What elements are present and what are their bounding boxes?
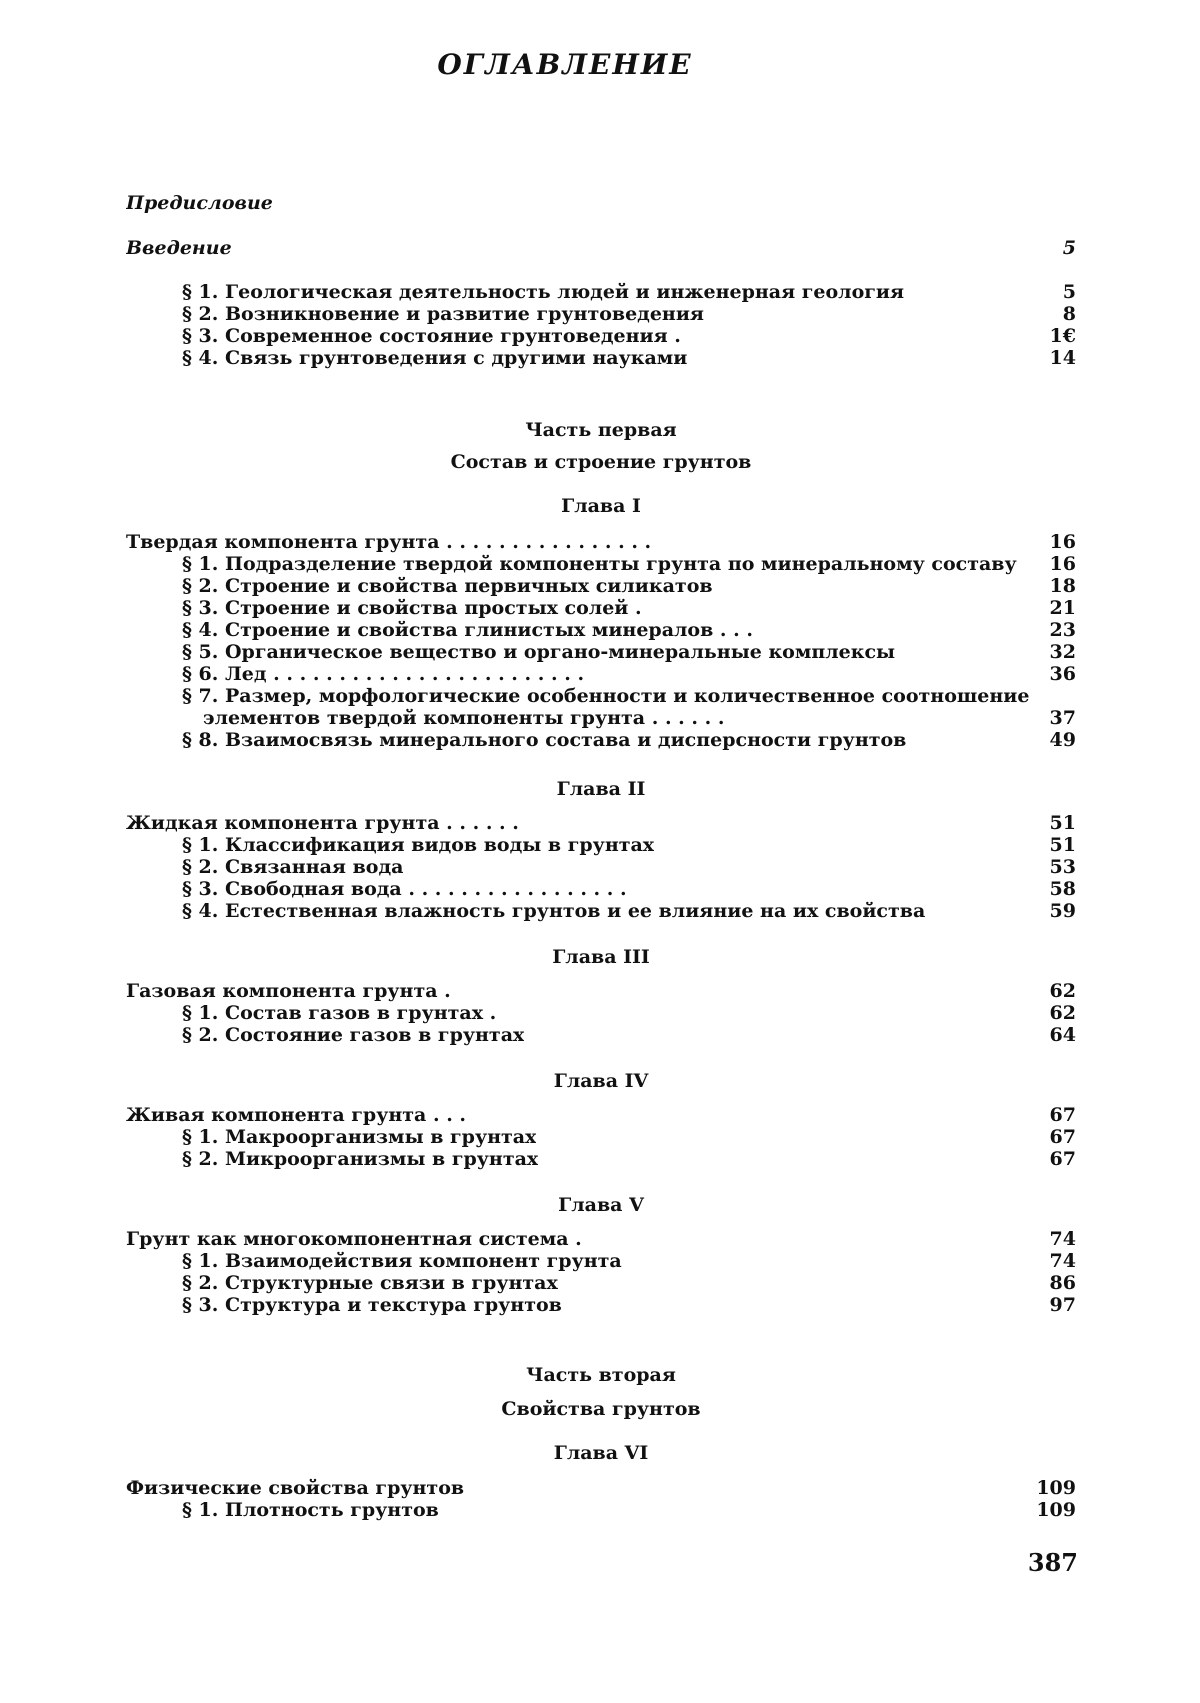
toc-entry[interactable]: § 3. Строение и свойства простых солей . 21 — [182, 597, 1076, 619]
chapter-6 — [126, 1477, 1076, 1521]
chapter-3-label — [126, 946, 1076, 968]
page-title: ОГЛАВЛЕНИЕ — [437, 48, 693, 81]
toc-entry[interactable]: § 1. Состав газов в грунтах . 62 — [182, 1002, 1076, 1024]
toc-entry[interactable]: § 7. Размер, морфологические особенности и количественное соотношение — [182, 685, 1030, 707]
chapter-6-label — [126, 1442, 1076, 1464]
chapter-label: Глава III — [552, 946, 650, 968]
toc-chapter-heading[interactable]: Живая компонента грунта . . . 67 — [126, 1104, 1076, 1126]
toc-entry[interactable]: § 6. Лед . . . . . . . . . . . . . . . . . . . . . . . . 36 — [182, 663, 1076, 685]
toc-entry[interactable]: § 1. Плотность грунтов 109 — [182, 1499, 1076, 1521]
chapter-label: Глава II — [556, 778, 646, 800]
part-two-title — [126, 1398, 1076, 1420]
chapter-5 — [126, 1228, 1076, 1316]
part-one-title — [126, 451, 1076, 473]
intro-sections — [126, 281, 1076, 369]
toc-chapter-heading[interactable]: Грунт как многокомпонентная система . 74 — [126, 1228, 1076, 1250]
chapter-1 — [126, 531, 1076, 751]
toc-entry-introduction[interactable]: Введение 5 — [126, 237, 1076, 259]
toc-entry[interactable]: § 2. Структурные связи в грунтах 86 — [182, 1272, 1076, 1294]
part-two-header — [126, 1364, 1076, 1386]
toc-entry[interactable]: § 1. Классификация видов воды в грунтах 51 — [182, 834, 1076, 856]
toc-entry-continued[interactable]: элементов твердой компоненты грунта . . . . . . 37 — [203, 707, 1076, 729]
chapter-2-label — [126, 778, 1076, 800]
part-label: Часть первая — [525, 419, 677, 441]
page-number: 387 — [1027, 1548, 1078, 1577]
chapter-label: Глава I — [561, 495, 641, 517]
toc-entry[interactable]: § 8. Взаимосвязь минерального состава и дисперсности грунтов 49 — [182, 729, 1076, 751]
toc-entry[interactable]: § 1. Подразделение твердой компоненты грунта по минеральному составу 16 — [182, 553, 1076, 575]
chapter-2 — [126, 812, 1076, 922]
toc-entry[interactable]: § 3. Структура и текстура грунтов 97 — [182, 1294, 1076, 1316]
toc-chapter-heading[interactable]: Газовая компонента грунта . 62 — [126, 980, 1076, 1002]
chapter-4-label — [126, 1070, 1076, 1092]
toc-entry[interactable]: § 2. Связанная вода 53 — [182, 856, 1076, 878]
toc-chapter-heading[interactable]: Жидкая компонента грунта . . . . . . 51 — [126, 812, 1076, 834]
toc-entry[interactable]: § 5. Органическое вещество и органо-минеральные комплексы 32 — [182, 641, 1076, 663]
chapter-3 — [126, 980, 1076, 1046]
toc-entry[interactable]: § 1. Взаимодействия компонент грунта 74 — [182, 1250, 1076, 1272]
front-matter-intro — [126, 237, 1076, 259]
chapter-label: Глава IV — [553, 1070, 649, 1092]
chapter-1-label — [126, 495, 1076, 517]
toc-entry[interactable]: § 1. Геологическая деятельность людей и инженерная геология 5 — [182, 281, 1076, 303]
chapter-5-label — [126, 1194, 1076, 1216]
toc-entry[interactable]: § 1. Макроорганизмы в грунтах 67 — [182, 1126, 1076, 1148]
part-title: Свойства грунтов — [501, 1398, 701, 1420]
toc-entry[interactable]: § 4. Естественная влажность грунтов и ее влияние на их свойства 59 — [182, 900, 1076, 922]
part-title: Состав и строение грунтов — [450, 451, 752, 473]
toc-entry[interactable]: § 4. Связь грунтоведения с другими науками 14 — [182, 347, 1076, 369]
toc-entry[interactable]: § 4. Строение и свойства глинистых минералов . . . 23 — [182, 619, 1076, 641]
toc-entry[interactable]: § 2. Возникновение и развитие грунтоведения 8 — [182, 303, 1076, 325]
chapter-label: Глава V — [558, 1194, 644, 1216]
chapter-label: Глава VI — [553, 1442, 649, 1464]
chapter-4 — [126, 1104, 1076, 1170]
toc-entry[interactable]: § 2. Микроорганизмы в грунтах 67 — [182, 1148, 1076, 1170]
front-matter — [126, 192, 1076, 214]
part-one-header — [126, 419, 1076, 441]
part-label: Часть вторая — [526, 1364, 676, 1386]
toc-chapter-heading[interactable]: Физические свойства грунтов 109 — [126, 1477, 1076, 1499]
toc-entry[interactable]: § 3. Свободная вода . . . . . . . . . . . . . . . . . 58 — [182, 878, 1076, 900]
toc-entry[interactable]: § 2. Строение и свойства первичных силикатов 18 — [182, 575, 1076, 597]
toc-entry-preface[interactable]: Предисловие — [126, 192, 273, 214]
toc-chapter-heading[interactable]: Твердая компонента грунта . . . . . . . . . . . . . . . . 16 — [126, 531, 1076, 553]
toc-entry[interactable]: § 2. Состояние газов в грунтах 64 — [182, 1024, 1076, 1046]
toc-entry[interactable]: § 3. Современное состояние грунтоведения . 1€ — [182, 325, 1076, 347]
